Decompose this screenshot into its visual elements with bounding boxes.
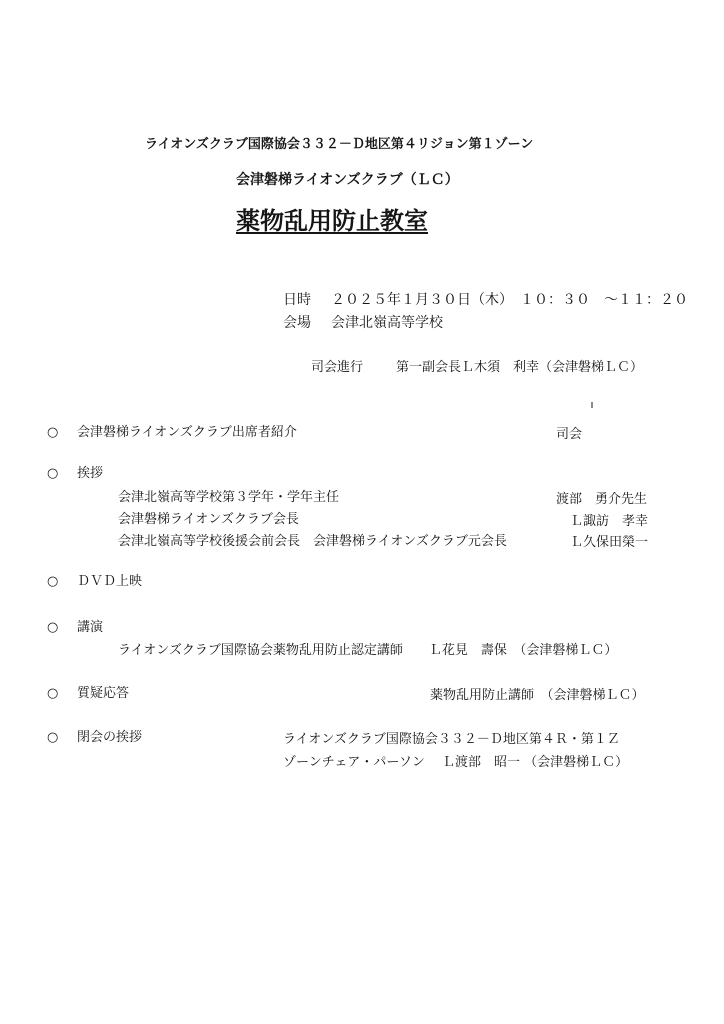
mc-value: 第一副会長Ｌ木須 利幸（会津磐梯ＬＣ） xyxy=(396,360,644,375)
item-lecture: 講演 xyxy=(77,620,104,635)
club-name: 会津磐梯ライオンズクラブ（ＬＣ） xyxy=(236,172,459,188)
scan-speck xyxy=(591,402,593,408)
bullet-marker: ○ xyxy=(47,620,59,635)
greeting-row-left: 会津磐梯ライオンズクラブ会長 xyxy=(118,512,299,527)
date-label: 日時 xyxy=(283,292,311,308)
item-closing: 閉会の挨拶 xyxy=(77,730,143,745)
mc-label: 司会進行 xyxy=(311,360,364,375)
greeting-row-left: 会津北嶺高等学校第３学年・学年主任 xyxy=(118,490,340,505)
lecture-detail: ライオンズクラブ国際協会薬物乱用防止認定講師 Ｌ花見 壽保 （会津磐梯ＬＣ） xyxy=(118,643,618,658)
item-introduction: 会津磐梯ライオンズクラブ出席者紹介 xyxy=(77,425,297,440)
bullet-marker: ○ xyxy=(47,466,59,481)
greeting-row-right: Ｌ諏訪 孝幸 xyxy=(570,514,649,529)
bullet-marker: ○ xyxy=(47,730,59,745)
greeting-row-right: 渡部 勇介先生 xyxy=(556,492,648,507)
bullet-marker: ○ xyxy=(47,574,59,589)
date-value: ２０２５年１月３０日（木） １０：３０ ～１１：２０ xyxy=(331,292,688,308)
page-title: 薬物乱用防止教室 xyxy=(236,207,428,235)
qa-detail: 薬物乱用防止講師 （会津磐梯ＬＣ） xyxy=(430,688,645,703)
greeting-row-right: Ｌ久保田榮一 xyxy=(570,535,649,550)
item-qa: 質疑応答 xyxy=(77,686,130,701)
closing-detail-line2: ゾーンチェア・パーソン Ｌ渡部 昭一 （会津磐梯ＬＣ） xyxy=(283,755,629,770)
item-introduction-role: 司会 xyxy=(556,427,583,442)
closing-detail-line1: ライオンズクラブ国際協会３３２－Ｄ地区第４Ｒ・第１Ｚ xyxy=(283,732,620,747)
venue-label: 会場 xyxy=(283,315,311,331)
bullet-marker: ○ xyxy=(47,686,59,701)
greeting-row-left: 会津北嶺高等学校後援会前会長 会津磐梯ライオンズクラブ元会長 xyxy=(118,534,507,549)
item-dvd: ＤＶＤ上映 xyxy=(77,574,143,589)
item-greetings: 挨拶 xyxy=(77,466,104,481)
organization-line: ライオンズクラブ国際協会３３２－Ｄ地区第４リジョン第１ゾーン xyxy=(145,137,534,152)
venue-value: 会津北嶺高等学校 xyxy=(331,315,443,331)
bullet-marker: ○ xyxy=(47,425,59,440)
